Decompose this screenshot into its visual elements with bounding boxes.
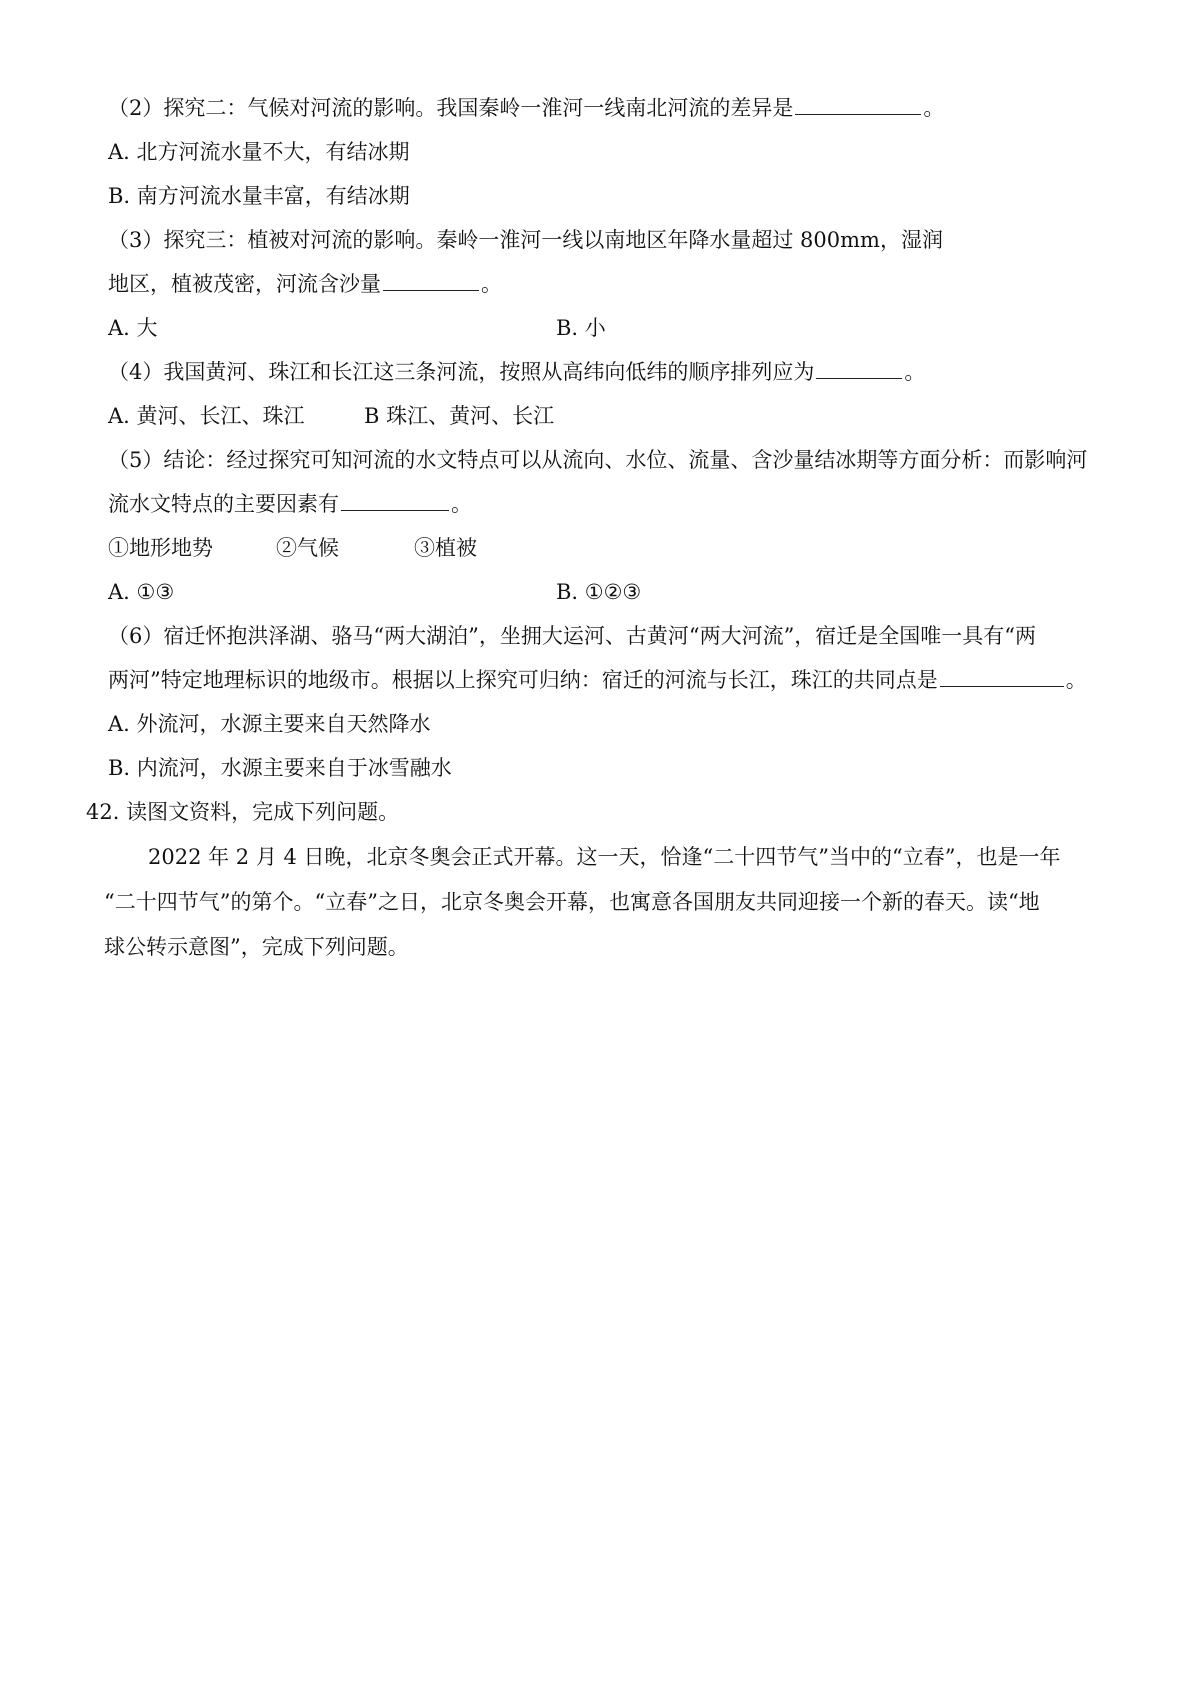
- question-6-option-a[interactable]: A. 外流河，水源主要来自天然降水: [108, 712, 431, 736]
- answer-blank[interactable]: [341, 509, 449, 511]
- question-6-stem-line2: [108, 666, 1087, 694]
- question-5-option-a[interactable]: A. ①③: [108, 580, 175, 604]
- question-5-text: 流水文特点的主要因素有: [108, 492, 339, 516]
- factor-climate: ②气候: [276, 536, 339, 560]
- question-3-text: 地区，植被茂密，河流含沙量: [108, 272, 381, 296]
- question-6-end: 。: [1065, 668, 1087, 692]
- question-5-stem-line2: [108, 490, 472, 518]
- question-2-stem: [108, 94, 944, 122]
- question-5-option-b[interactable]: B. ①②③: [556, 580, 642, 604]
- question-4-option-a[interactable]: A. 黄河、长江、珠江: [108, 404, 305, 428]
- question-4-stem: [108, 358, 925, 386]
- answer-blank[interactable]: [795, 113, 921, 115]
- question-6-option-b[interactable]: B. 内流河，水源主要来自于冰雪融水: [108, 756, 452, 780]
- question-3-stem-line1: （3）探究三：植被对河流的影响。秦岭一淮河一线以南地区年降水量超过 800mm，湿润: [108, 228, 943, 252]
- factor-vegetation: ③植被: [414, 536, 477, 560]
- question-3-option-a[interactable]: A. 大: [108, 316, 158, 340]
- question-2-option-b[interactable]: B. 南方河流水量丰富，有结冰期: [108, 184, 410, 208]
- question-6-stem-line1: （6）宿迁怀抱洪泽湖、骆马“两大湖泊”，坐拥大运河、古黄河“两大河流”，宿迁是全国唯一具有“两: [108, 624, 1037, 648]
- question-3-option-b[interactable]: B. 小: [556, 316, 606, 340]
- question-2-text: （2）探究二：气候对河流的影响。我国秦岭一淮河一线南北河流的差异是: [108, 96, 794, 120]
- question-42-title: 42. 读图文资料，完成下列问题。: [86, 800, 400, 824]
- question-2-option-a[interactable]: A. 北方河流水量不大，有结冰期: [108, 140, 410, 164]
- answer-blank[interactable]: [940, 685, 1064, 687]
- question-4-option-b[interactable]: B 珠江、黄河、长江: [364, 404, 555, 428]
- answer-blank[interactable]: [383, 289, 479, 291]
- question-3-end: 。: [481, 272, 502, 296]
- question-4-text: （4）我国黄河、珠江和长江这三条河流，按照从高纬向低纬的顺序排列应为: [108, 360, 815, 384]
- answer-blank[interactable]: [816, 377, 902, 379]
- question-42-paragraph-line1: 2022 年 2 月 4 日晚，北京冬奥会正式开幕。这一天，恰逢“二十四节气”当中的“立春”，也是一年: [148, 845, 1061, 869]
- factor-terrain: ①地形地势: [108, 536, 213, 560]
- question-42-paragraph-line2: “二十四节气”的第个。“立春”之日，北京冬奥会开幕，也寓意各国朋友共同迎接一个新的春天。读“地: [104, 890, 1040, 914]
- question-2-end: 。: [923, 96, 945, 120]
- question-4-end: 。: [904, 360, 926, 384]
- question-6-text: 两河”特定地理标识的地级市。根据以上探究可归纳：宿迁的河流与长江，珠江的共同点是: [108, 668, 938, 692]
- question-3-stem-line2: [108, 270, 502, 298]
- question-5-end: 。: [451, 492, 472, 516]
- question-42-paragraph-line3: 球公转示意图”，完成下列问题。: [104, 935, 409, 959]
- question-5-stem-line1: （5）结论：经过探究可知河流的水文特点可以从流向、水位、流量、含沙量结冰期等方面分析：而影响河: [108, 448, 1088, 472]
